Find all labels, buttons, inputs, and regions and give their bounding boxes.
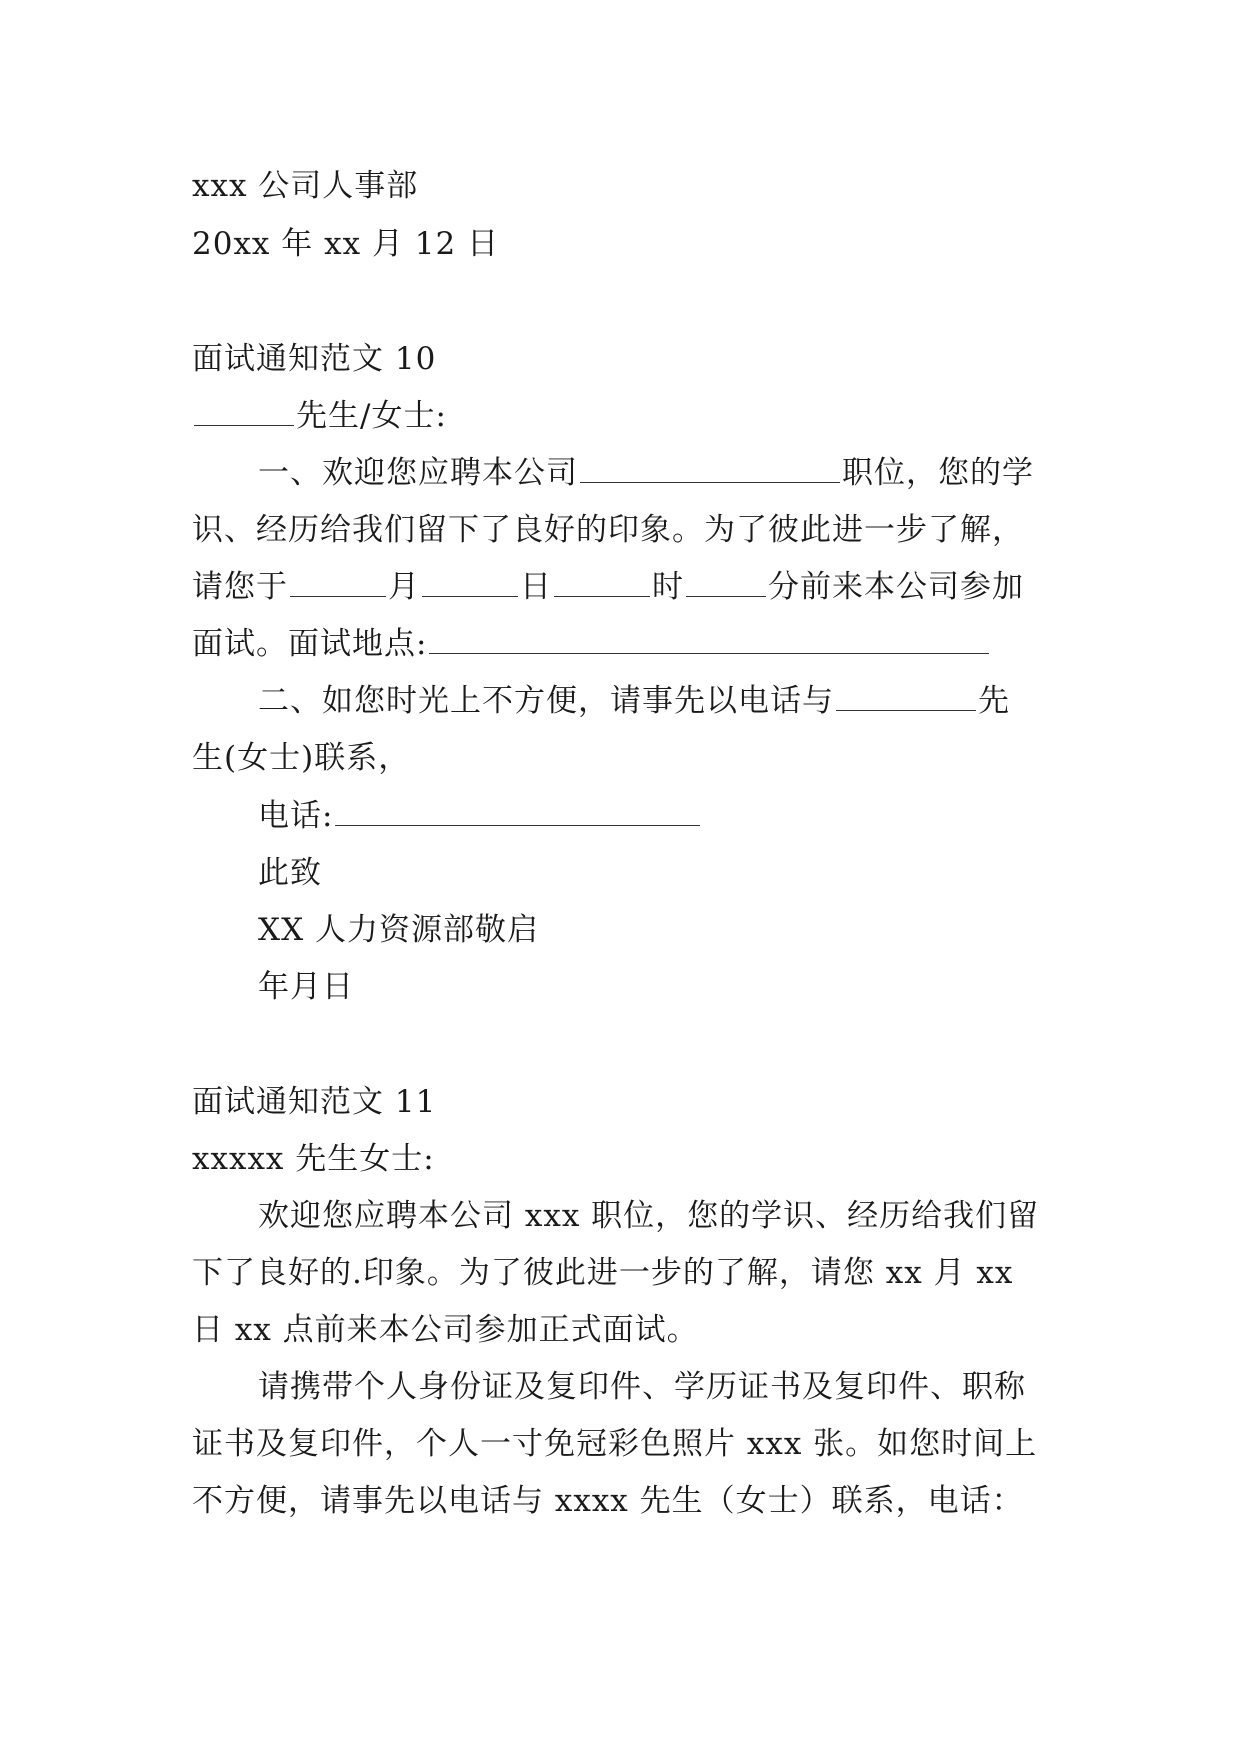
- p2-after-blank: 先: [978, 683, 1010, 719]
- p1-after-blank: 职位，您的学: [842, 455, 1034, 491]
- notice-11-title: 面试通知范文 11: [192, 1084, 437, 1120]
- location-blank: [429, 625, 989, 654]
- notice-10-title: 面试通知范文 10: [192, 341, 437, 377]
- notice-10-p2-line2: 生(女士)联系，: [192, 740, 411, 776]
- notice-10-p2-line1: [258, 681, 1010, 721]
- p1-after-minute: 分前来本公司参加: [768, 569, 1024, 605]
- day-label: 日: [520, 569, 552, 605]
- notice-11-p1-line1: 欢迎您应聘本公司 xxx 职位，您的学识、经历给我们留: [258, 1198, 1040, 1234]
- name-blank: [194, 397, 294, 426]
- hour-blank: [554, 568, 650, 597]
- notice-11-p1-line2: 下了良好的.印象。为了彼此进一步的了解，请您 xx 月 xx: [192, 1255, 1014, 1291]
- notice-10-p1-line4: [192, 624, 991, 664]
- notice-10-p1-line1: [258, 453, 1034, 493]
- month-label: 月: [388, 569, 420, 605]
- letter-date: 20xx 年 xx 月 12 日: [192, 226, 500, 262]
- notice-10-date-line: 年月日: [258, 969, 354, 1005]
- notice-11-p1-line3: 日 xx 点前来本公司参加正式面试。: [192, 1312, 699, 1348]
- notice-10-phone: [258, 796, 702, 836]
- day-blank: [422, 568, 518, 597]
- notice-10-p1-line2: 识、经历给我们留下了良好的印象。为了彼此进一步了解，: [192, 512, 1024, 548]
- notice-11-salutation: xxxxx 先生女士:: [192, 1141, 435, 1177]
- position-blank: [580, 454, 840, 483]
- phone-label: 电话:: [258, 798, 334, 834]
- contact-blank: [836, 682, 976, 711]
- p1-prefix: 一、欢迎您应聘本公司: [258, 455, 578, 491]
- notice-10-p1-line3: [192, 567, 1024, 607]
- month-blank: [290, 568, 386, 597]
- p2-prefix: 二、如您时光上不方便，请事先以电话与: [258, 683, 834, 719]
- salutation-suffix: 先生/女士:: [296, 398, 447, 434]
- notice-11-p2-line3: 不方便，请事先以电话与 xxxx 先生（女士）联系，电话：: [192, 1483, 1024, 1519]
- notice-10-closing: 此致: [258, 855, 322, 891]
- notice-11-p2-line2: 证书及复印件，个人一寸免冠彩色照片 xxx 张。如您时间上: [192, 1426, 1038, 1462]
- hour-label: 时: [652, 569, 684, 605]
- minute-blank: [686, 568, 766, 597]
- company-department: xxx 公司人事部: [192, 168, 419, 204]
- notice-10-signature: XX 人力资源部敬启: [258, 912, 539, 948]
- location-label: 面试。面试地点:: [192, 626, 428, 662]
- p1-line3-prefix: 请您于: [192, 569, 288, 605]
- notice-11-p2-line1: 请携带个人身份证及复印件、学历证书及复印件、职称: [258, 1369, 1026, 1405]
- notice-10-salutation: [192, 396, 447, 436]
- phone-blank: [335, 797, 700, 826]
